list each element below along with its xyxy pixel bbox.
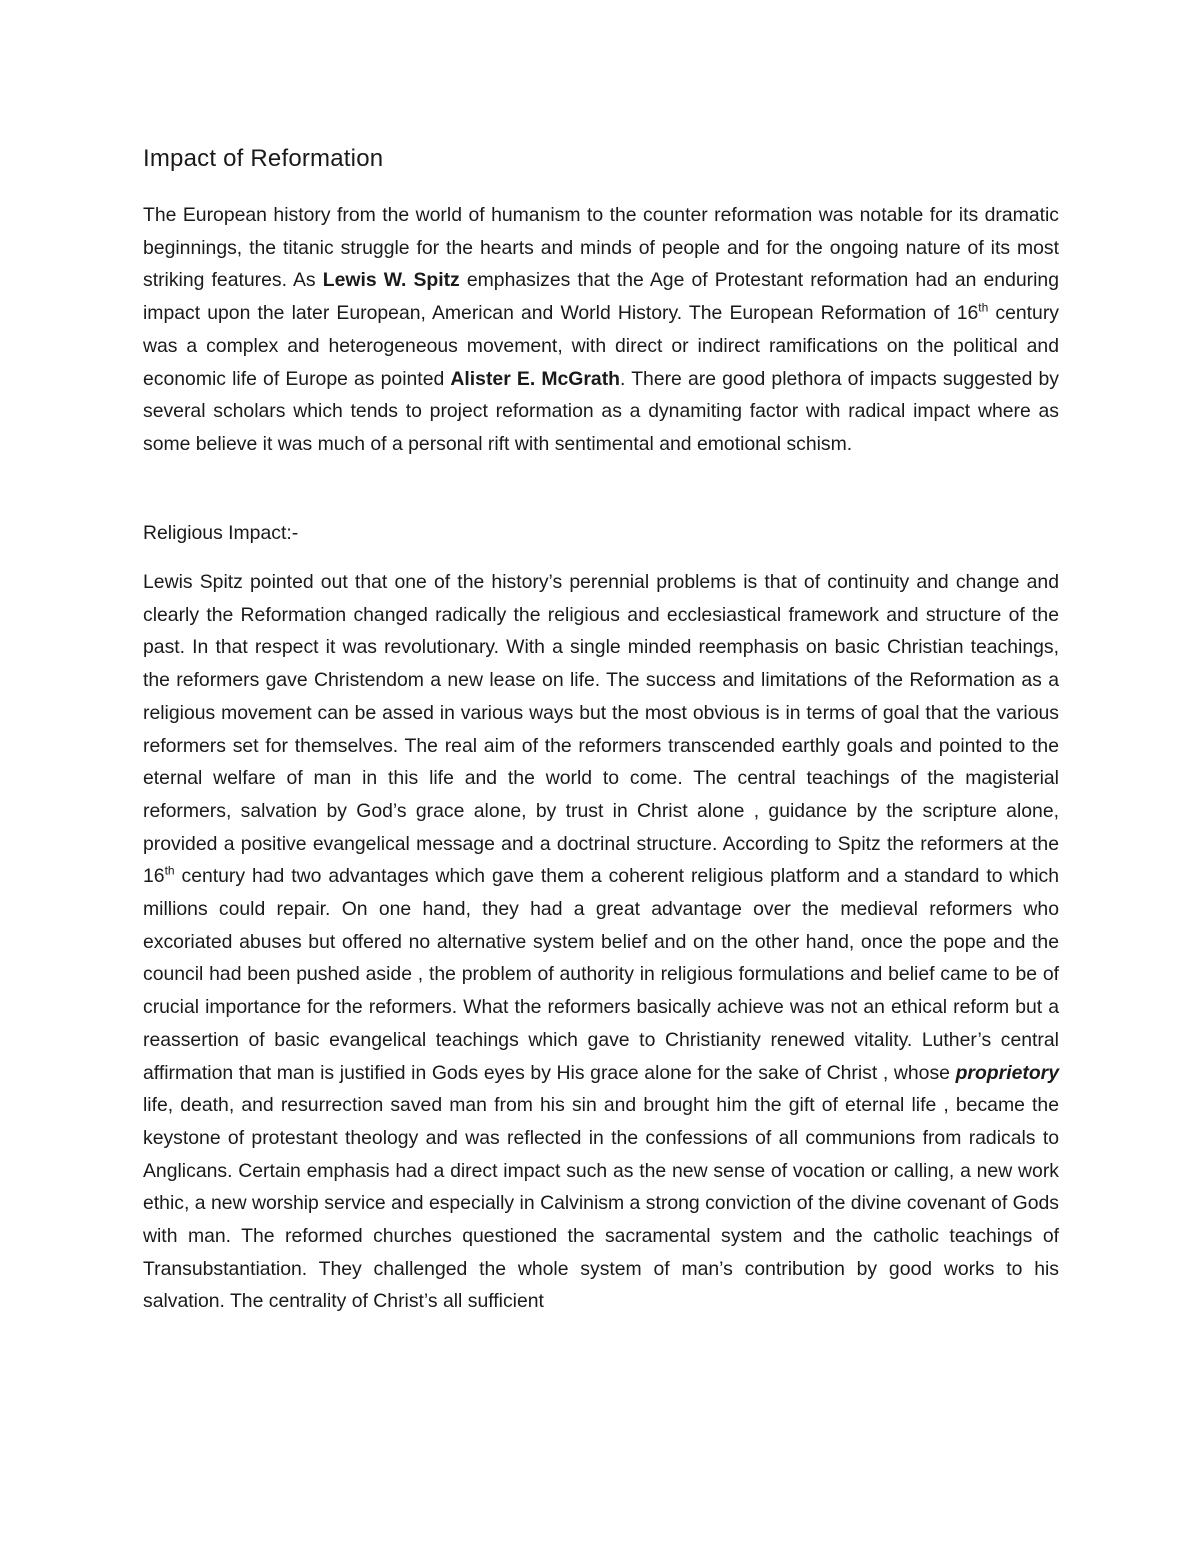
intro-text-1: The European history from the world of humanism to the counter reformation was notable for its dramatic beginnings, the titanic struggle for the hearts and minds of people and for the ongoing nature of its most striking features. As [143, 204, 1059, 292]
document-title: Impact of Reformation [143, 145, 384, 172]
author-name-mcgrath: Alister E. McGrath [450, 367, 621, 390]
intro-text-4: . There are good plethora of impacts suggested by several scholars which tends to project reformation as a dynamiting factor with radical impact where as some believe it was much of a personal rift with sentimental and emotional schism. [143, 367, 1059, 455]
body-text-2: century had two advantages which gave them a coherent religious platform and a standard to which millions could repair. On one hand, they had a great advantage over the medieval reformers who excoriated abuses but offered no alternative system belief and on the other hand, once the pope and the council had been pushed aside , the problem of authority in religious formulations and belief came to be of crucial importance for the reformers. What the reformers basically achieve was not an ethical reform but a reassertion of basic evangelical teachings which gave to Christianity renewed vitality. Luther’s central affirmation that man is justified in Gods eyes by His grace alone for the sake of Christ , whose [143, 865, 1059, 1084]
intro-paragraph [143, 199, 1059, 461]
intro-text-3: century was a complex and heterogeneous movement, with direct or indirect ramifications on the political and economic life of Europe as pointed [143, 302, 1059, 390]
section-heading-religious-impact: Religious Impact:- [143, 522, 299, 544]
emphasized-word: proprietory [955, 1061, 1059, 1084]
author-name-spitz: Lewis W. Spitz [322, 269, 460, 292]
religious-impact-paragraph [143, 566, 1059, 1318]
body-text-1: Lewis Spitz pointed out that one of the history’s perennial problems is that of continuity and change and clearly the Reformation changed radically the religious and ecclesiastical framework and structure of the past. In that respect it was revolutionary. With a single minded reemphasis on basic Christian teachings, the reformers gave Christendom a new lease on life. The success and limitations of the Reformation as a religious movement can be assed in various ways but the most obvious is in terms of goal that the various reformers set for themselves. The real aim of the reformers transcended earthly goals and pointed to the eternal welfare of man in this life and the world to come. The central teachings of the magisterial reformers, salvation by God’s grace alone, by trust in Christ alone , guidance by the scripture alone, provided a positive evangelical message and a doctrinal structure. According to Spitz the reformers at the 16 [143, 571, 1059, 888]
body-text-3: life, death, and resurrection saved man from his sin and brought him the gift of eternal life , became the keystone of protestant theology and was reflected in the confessions of all communions from radicals to Anglicans. Certain emphasis had a direct impact such as the new sense of vocation or calling, a new work ethic, a new worship service and especially in Calvinism a strong conviction of the divine covenant of Gods with man. The reformed churches questioned the sacramental system and the catholic teachings of Transubstantiation. They challenged the whole system of man’s contribution by good works to his salvation. The centrality of Christ’s all sufficient [143, 1094, 1059, 1313]
intro-text-2: emphasizes that the Age of Protestant reformation had an enduring impact upon the later European, American and World History. The European Reformation of 16 [143, 269, 1059, 325]
ordinal-suffix: th [164, 863, 175, 878]
ordinal-suffix: th [978, 300, 989, 315]
